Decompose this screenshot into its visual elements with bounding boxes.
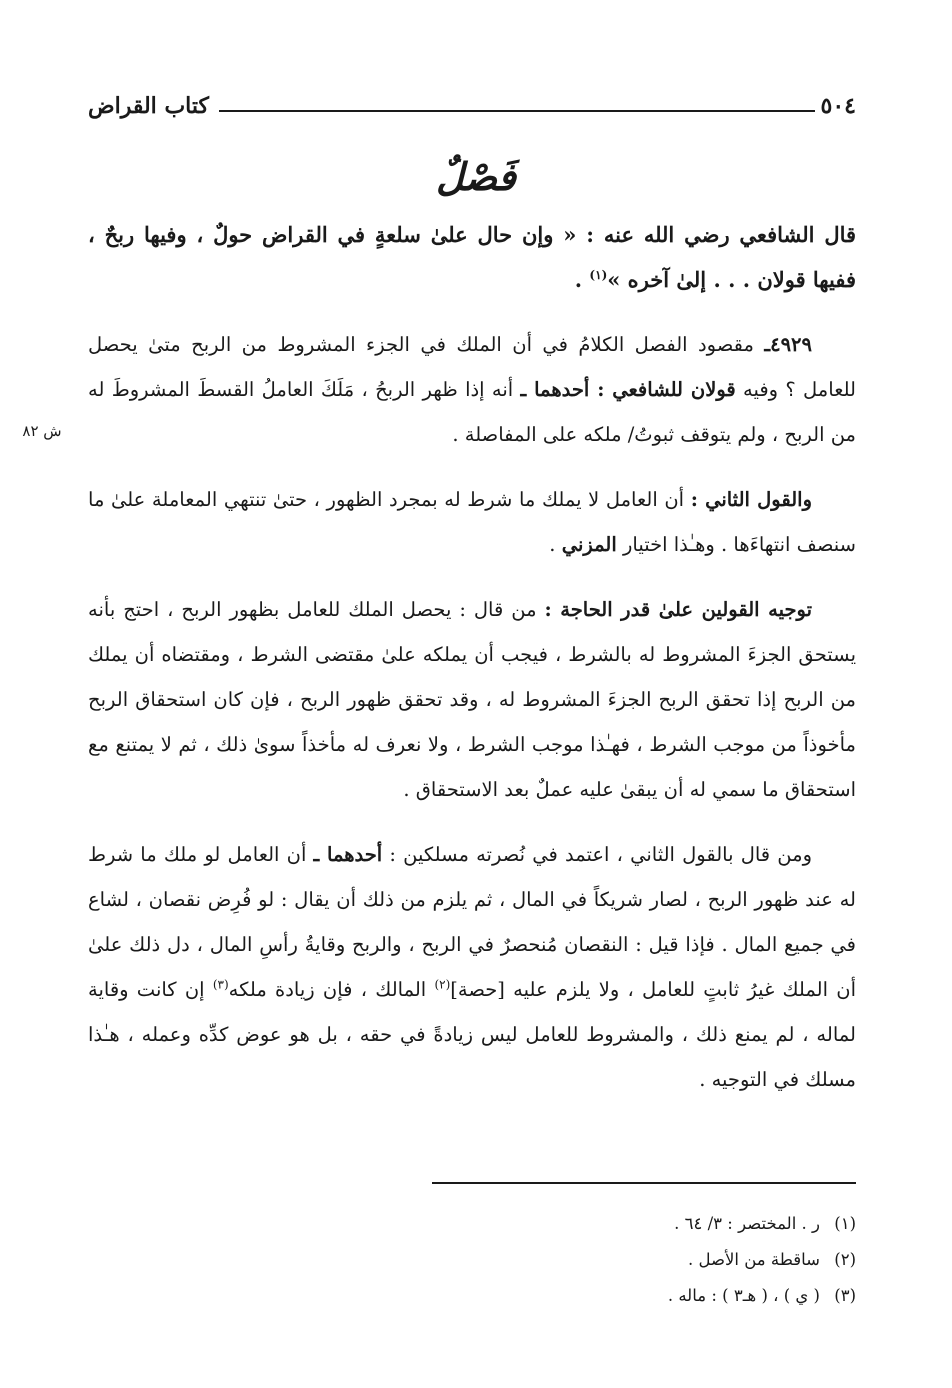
paragraph-justification: توجيه القولين علىٰ قدر الحاجة : من قال : يحصل الملك للعامل بظهور الربح ، احتج بأنه يستحق الجزءَ المشروط له بالشرط ، فيجب أن يملكه علىٰ مقتضى الشرط ، ومقتضاه أن يملك من الربح إذا تحقق الربح الجزءَ المشروط له ، وقد تحقق ظهور الربح ، فإن كان استحقاق الربح مأخوذاً من موجب الشرط ، فهـٰذا موجب الشرط ، ولا نعرف له مأخذاً سوىٰ ذلك ، ثم لا يمتنع مع استحقاق ما سمي له أن يبقىٰ عليه عملٌ بعد الاستحقاق .	[88, 598, 856, 801]
book-title: كتاب القراض	[88, 93, 209, 119]
footnote-ref-1: (١)	[589, 268, 608, 282]
footnote-1: (١) ر . المختصر : ٣/ ٦٤ .	[674, 1214, 856, 1233]
main-text	[88, 212, 856, 1102]
shafii-quote	[88, 212, 856, 302]
footnote-3: (٣) ( ي ) ، ( هـ٣ ) : ماله .	[667, 1286, 856, 1305]
footnote-2: (٢) ساقطة من الأصل .	[688, 1250, 856, 1269]
running-header	[88, 86, 856, 126]
header-rule	[219, 100, 815, 112]
footnote-ref-2: (٢)	[434, 977, 451, 992]
quote-lead: قال الشافعي رضي الله عنه :	[586, 222, 857, 247]
paragraph-4929: ٤٩٢٩ـ مقصود الفصل الكلامُ في أن الملك في الجزء المشروط من الربح متىٰ يحصل للعامل ؟ وفيه قولان للشافعي : أحدهما ـ أنه إذا ظهر الربحُ ، مَلَكَ العاملُ القسطَ المشروطَ له من الربح ، ولم يتوقف ثبوتُ/ ملكه على المفاصلة .	[88, 333, 856, 446]
footnotes	[88, 1206, 856, 1314]
footnote-separator	[432, 1182, 856, 1184]
issue-number: ٤٩٢٩ـ	[764, 333, 812, 356]
footnote-ref-3: (٣)	[212, 977, 229, 992]
quote-end: .	[574, 267, 590, 292]
paragraph-second-opinion: والقول الثاني : أن العامل لا يملك ما شرط له بمجرد الظهور ، حتىٰ تنتهي المعاملة علىٰ ما سنصف انتهاءَها . وهـٰذا اختيار المزني .	[88, 488, 856, 556]
section-title: فَصْلٌ	[436, 153, 516, 199]
paragraph-second-view: ومن قال بالقول الثاني ، اعتمد في نُصرته مسلكين : أحدهما ـ أن العامل لو ملك ما شرط له عند ظهور الربح ، لصار شريكاً في المال ، ثم يلزم من ذلك أن يقال : لو فُرِض نقصان ، لشاع في جميع المال . فإذا قيل : النقصان مُنحصرٌ في الربح ، والربح وقايةُ رأسِ المال ، دل ذلك علىٰ أن الملك غيرُ ثابتٍ للعامل ، ولا يلزم عليه [حصة]$^{(٢)}$ المالك ، فإن زيادة ملكه$^{(٣)}$ إن كانت وقاية لماله ، لم يمنع ذلك ، والمشروط للعامل ليس زيادةً في حقه ، بل هو عوض كدِّه وعمله ، هـٰذا مسلك في التوجيه .	[88, 843, 856, 1091]
page-number: ٥٠٤	[820, 93, 856, 119]
quote-body: « وإن حال علىٰ سلعةٍ في القراض حولٌ ، وفيها ربحٌ ، ففيها قولان . . . إلىٰ آخره »	[88, 222, 856, 292]
margin-folio-note: ش ٨٢	[22, 422, 62, 440]
